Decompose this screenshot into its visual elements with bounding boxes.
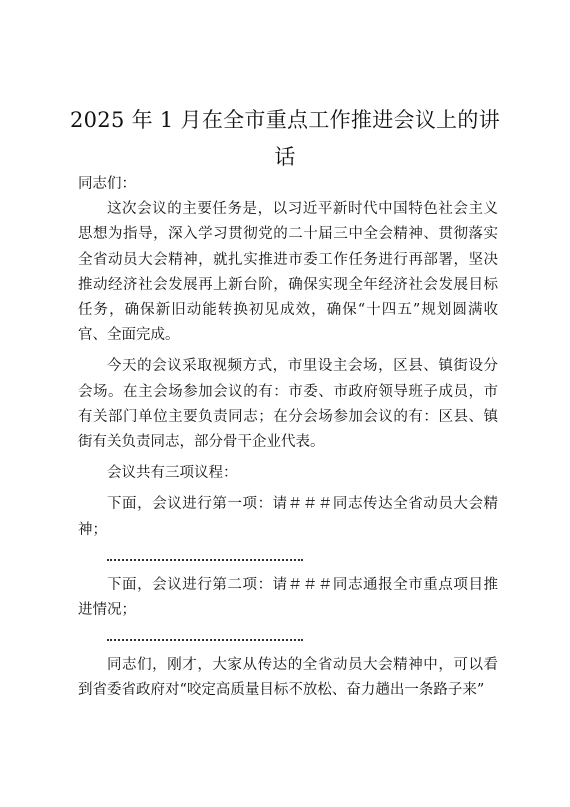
document-body: [78, 172, 498, 704]
dotted-separator: [107, 629, 498, 647]
paragraph-agenda-intro: 会议共有三项议程：: [107, 465, 238, 482]
paragraph-summary: 同志们，刚才，大家从传达的全省动员大会精神中，可以看到省委省政府对“咬定高质量目标不放松、奋力趟出一条路子来”: [78, 657, 498, 699]
paragraph-agenda-item-1: 下面，会议进行第一项：请＃＃＃同志传达全省动员大会精神；: [78, 496, 498, 538]
dotted-separator: [107, 549, 498, 567]
paragraph-meeting-format: 今天的会议采取视频方式，市里设主会场，区县、镇街设分会场。在主会场参加会议的有：市委、市政府领导班子成员，市有关部门单位主要负责同志；在分会场参加会议的有：区县、镇街有关负责同志，部分骨干企业代表。: [78, 358, 498, 451]
document-title: 2025 年 1 月在全市重点工作推进会议上的讲话: [69, 108, 501, 169]
salutation: 同志们：: [78, 176, 136, 192]
paragraph-opening: 这次会议的主要任务是，以习近平新时代中国特色社会主义思想为指导，深入学习贯彻党的二十届三中全会精神、贯彻落实全省动员大会精神，就扎实推进市委工作任务进行再部署，坚决推动经济社会发展再上新台阶，确保实现全年经济社会发展目标任务，确保新旧动能转换初见成效，确保“十四五”规划圆满收官、全面完成。: [78, 201, 498, 344]
paragraph-agenda-item-2: 下面，会议进行第二项：请＃＃＃同志通报全市重点项目推进情况；: [78, 576, 498, 619]
